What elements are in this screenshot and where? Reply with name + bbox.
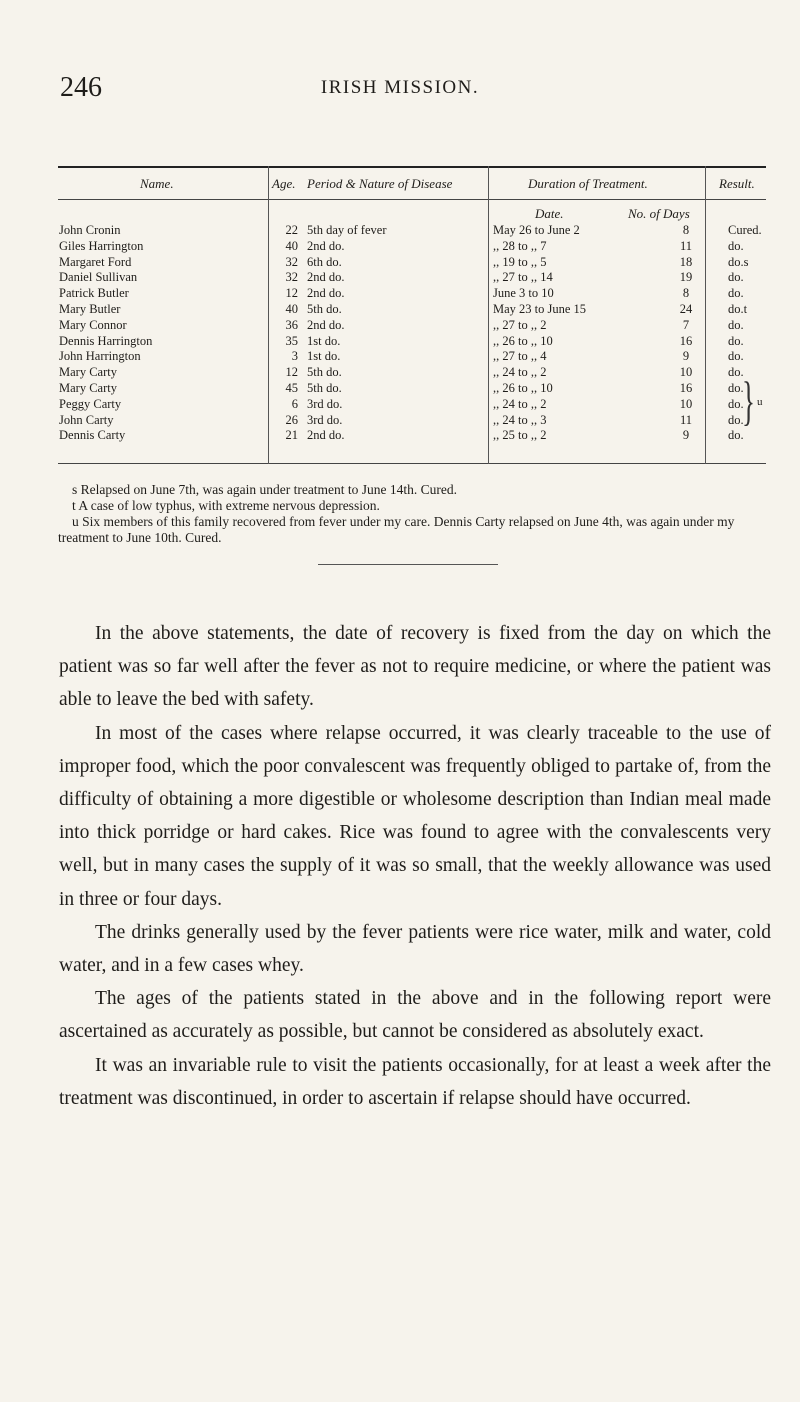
cell-duration: ,, 25 to ,, 2 xyxy=(493,428,547,443)
cell-name: Margaret Ford xyxy=(59,254,132,269)
cell-days: 19 xyxy=(679,270,693,285)
cell-period: 5th do. xyxy=(307,365,342,380)
cell-result: do. xyxy=(728,396,744,411)
cell-name: Mary Butler xyxy=(59,302,121,316)
table-row xyxy=(0,334,800,349)
cell-name: Mary Carty xyxy=(59,365,117,380)
table-row xyxy=(0,270,800,285)
cell-period: 1st do. xyxy=(307,349,341,364)
table-row xyxy=(0,223,800,238)
paragraph: It was an invariable rule to visit the patients occasionally, for at least a week after the treatment was discontinued, in order to ascertain if relapse should have occurred. xyxy=(59,1054,771,1109)
cell-days: 8 xyxy=(682,286,690,301)
cell-result: do. xyxy=(728,317,744,332)
cell-duration: ,, 27 to ,, 2 xyxy=(493,317,547,332)
cell-duration: ,, 26 to ,, 10 xyxy=(493,381,553,395)
cell-days: 18 xyxy=(679,254,693,269)
table-row xyxy=(0,286,800,301)
table-row xyxy=(0,318,800,333)
cell-name: Giles Harrington xyxy=(59,238,144,253)
cell-result: do. xyxy=(728,349,744,364)
cell-period: 6th do. xyxy=(307,254,342,269)
cell-duration: June 3 to 10 xyxy=(493,286,554,301)
cell-result: do. xyxy=(728,270,744,285)
cell-name: John Carty xyxy=(59,412,114,427)
cell-period: 5th day of fever xyxy=(307,223,387,237)
cell-duration: May 23 to June 15 xyxy=(493,302,587,316)
cell-period: 5th do. xyxy=(307,302,342,316)
table-row xyxy=(0,349,800,364)
cell-age: 45 xyxy=(285,381,298,395)
cell-result: do. xyxy=(728,365,744,380)
cell-period: 3rd do. xyxy=(307,412,343,427)
running-head: IRISH MISSION. xyxy=(320,77,480,98)
cell-result: do. xyxy=(728,238,744,253)
table-row xyxy=(0,428,800,443)
cell-period: 3rd do. xyxy=(307,396,343,411)
cell-age: 12 xyxy=(285,365,298,380)
cell-age: 36 xyxy=(285,317,298,332)
cell-duration: ,, 24 to ,, 2 xyxy=(493,396,547,411)
cell-days: 7 xyxy=(682,317,690,332)
brace-footnote-mark: u xyxy=(757,396,763,408)
cell-days: 9 xyxy=(682,349,690,364)
paragraph: In the above statements, the date of recovery is fixed from the day on which the patient was so far well after the fever as not to require medicine, or where the patient was able to leave the bed with safety. xyxy=(59,623,771,711)
table-row xyxy=(0,413,800,428)
section-divider xyxy=(318,564,498,565)
footnote: t A case of low typhus, with extreme nervous depression. xyxy=(72,498,380,513)
table-row xyxy=(0,255,800,270)
cell-duration: ,, 28 to ,, 7 xyxy=(493,238,547,253)
cell-days: 16 xyxy=(679,333,693,348)
cell-name: Mary Carty xyxy=(59,381,117,395)
cell-age: 40 xyxy=(285,238,298,253)
cell-result: do. xyxy=(728,333,744,348)
cell-result: do. xyxy=(728,381,744,395)
table-top-rule xyxy=(58,166,766,168)
cell-duration: ,, 19 to ,, 5 xyxy=(493,254,547,269)
cell-days: 11 xyxy=(679,238,693,253)
header-name: Name. xyxy=(140,176,174,191)
cell-days: 8 xyxy=(682,223,690,237)
cell-age: 21 xyxy=(285,428,298,443)
cell-days: 11 xyxy=(679,412,693,427)
subheader-days: No. of Days xyxy=(628,206,690,221)
paragraph: In most of the cases where relapse occurred, it was clearly traceable to the use of improper food, which the poor convalescent was frequently obliged to partake of, from the difficulty of obtaining a more digestible or wholesome description than Indian meal made into thick porridge or hard cakes. Rice was found to agree with the convalescents very well, but in many cases the supply of it was so small, that the weekly allowance was used in three or four days. xyxy=(59,722,771,910)
cell-result: Cured. xyxy=(728,223,762,237)
paragraph: The drinks generally used by the fever patients were rice water, milk and water, cold water, and in a few cases whey. xyxy=(59,921,771,977)
cell-days: 10 xyxy=(679,365,693,380)
cell-age: 35 xyxy=(285,333,298,348)
footnote: u Six members of this family recovered from fever under my care. Dennis Carty relapsed on June 4th, was again under my treatment to June 10th. Cured. xyxy=(58,514,735,545)
cell-name: John Harrington xyxy=(59,349,141,364)
cell-age: 40 xyxy=(285,302,298,316)
cell-name: Dennis Harrington xyxy=(59,333,153,348)
table-row xyxy=(0,239,800,254)
cell-duration: ,, 27 to ,, 14 xyxy=(493,270,553,285)
table-row xyxy=(0,365,800,380)
cell-age: 32 xyxy=(285,270,298,285)
cell-age: 12 xyxy=(285,286,298,301)
cell-days: 16 xyxy=(679,381,693,395)
header-age: Age. xyxy=(272,176,296,191)
cell-result: do. xyxy=(728,428,744,443)
cell-name: Peggy Carty xyxy=(59,396,122,411)
header-result: Result. xyxy=(719,176,755,191)
cell-result: do.s xyxy=(728,254,749,269)
cell-result: do.t xyxy=(728,302,748,316)
header-period: Period & Nature of Disease xyxy=(307,176,453,191)
cell-period: 2nd do. xyxy=(307,317,345,332)
cell-duration: May 26 to June 2 xyxy=(493,223,580,237)
cell-age: 32 xyxy=(285,254,298,269)
cell-duration: ,, 26 to ,, 10 xyxy=(493,333,553,348)
table-bottom-rule xyxy=(58,463,766,464)
cell-period: 2nd do. xyxy=(307,270,345,285)
subheader-date: Date. xyxy=(535,206,564,221)
cell-age: 22 xyxy=(285,223,298,237)
cell-period: 2nd do. xyxy=(307,428,345,443)
cell-duration: ,, 27 to ,, 4 xyxy=(493,349,547,364)
family-brace: } xyxy=(742,371,755,431)
cell-age: 3 xyxy=(291,349,298,364)
cell-age: 6 xyxy=(291,396,298,411)
cell-days: 10 xyxy=(679,396,693,411)
cell-age: 26 xyxy=(285,412,298,427)
cell-name: John Cronin xyxy=(59,223,121,237)
cell-name: Mary Connor xyxy=(59,317,127,332)
cell-days: 9 xyxy=(682,428,690,443)
cell-result: do. xyxy=(728,412,744,427)
cell-period: 2nd do. xyxy=(307,286,345,301)
table-header-rule xyxy=(58,199,766,200)
page-number: 246 xyxy=(60,72,102,103)
cell-period: 1st do. xyxy=(307,333,341,348)
table-row xyxy=(0,302,800,317)
cell-name: Patrick Butler xyxy=(59,286,129,301)
cell-days: 24 xyxy=(679,302,693,316)
cell-period: 5th do. xyxy=(307,381,342,395)
cell-name: Daniel Sullivan xyxy=(59,270,138,285)
body-text xyxy=(59,617,771,1115)
cell-duration: ,, 24 to ,, 3 xyxy=(493,412,547,427)
table-row xyxy=(0,397,800,412)
cell-duration: ,, 24 to ,, 2 xyxy=(493,365,547,380)
footnote: s Relapsed on June 7th, was again under treatment to June 14th. Cured. xyxy=(72,482,458,497)
cell-name: Dennis Carty xyxy=(59,428,126,443)
header-duration: Duration of Treatment. xyxy=(528,176,648,191)
cell-result: do. xyxy=(728,286,744,301)
table-row xyxy=(0,381,800,396)
paragraph: The ages of the patients stated in the above and in the following report were ascertained as accurately as possible, but cannot be considered as absolutely exact. xyxy=(59,988,771,1043)
cell-period: 2nd do. xyxy=(307,238,345,253)
